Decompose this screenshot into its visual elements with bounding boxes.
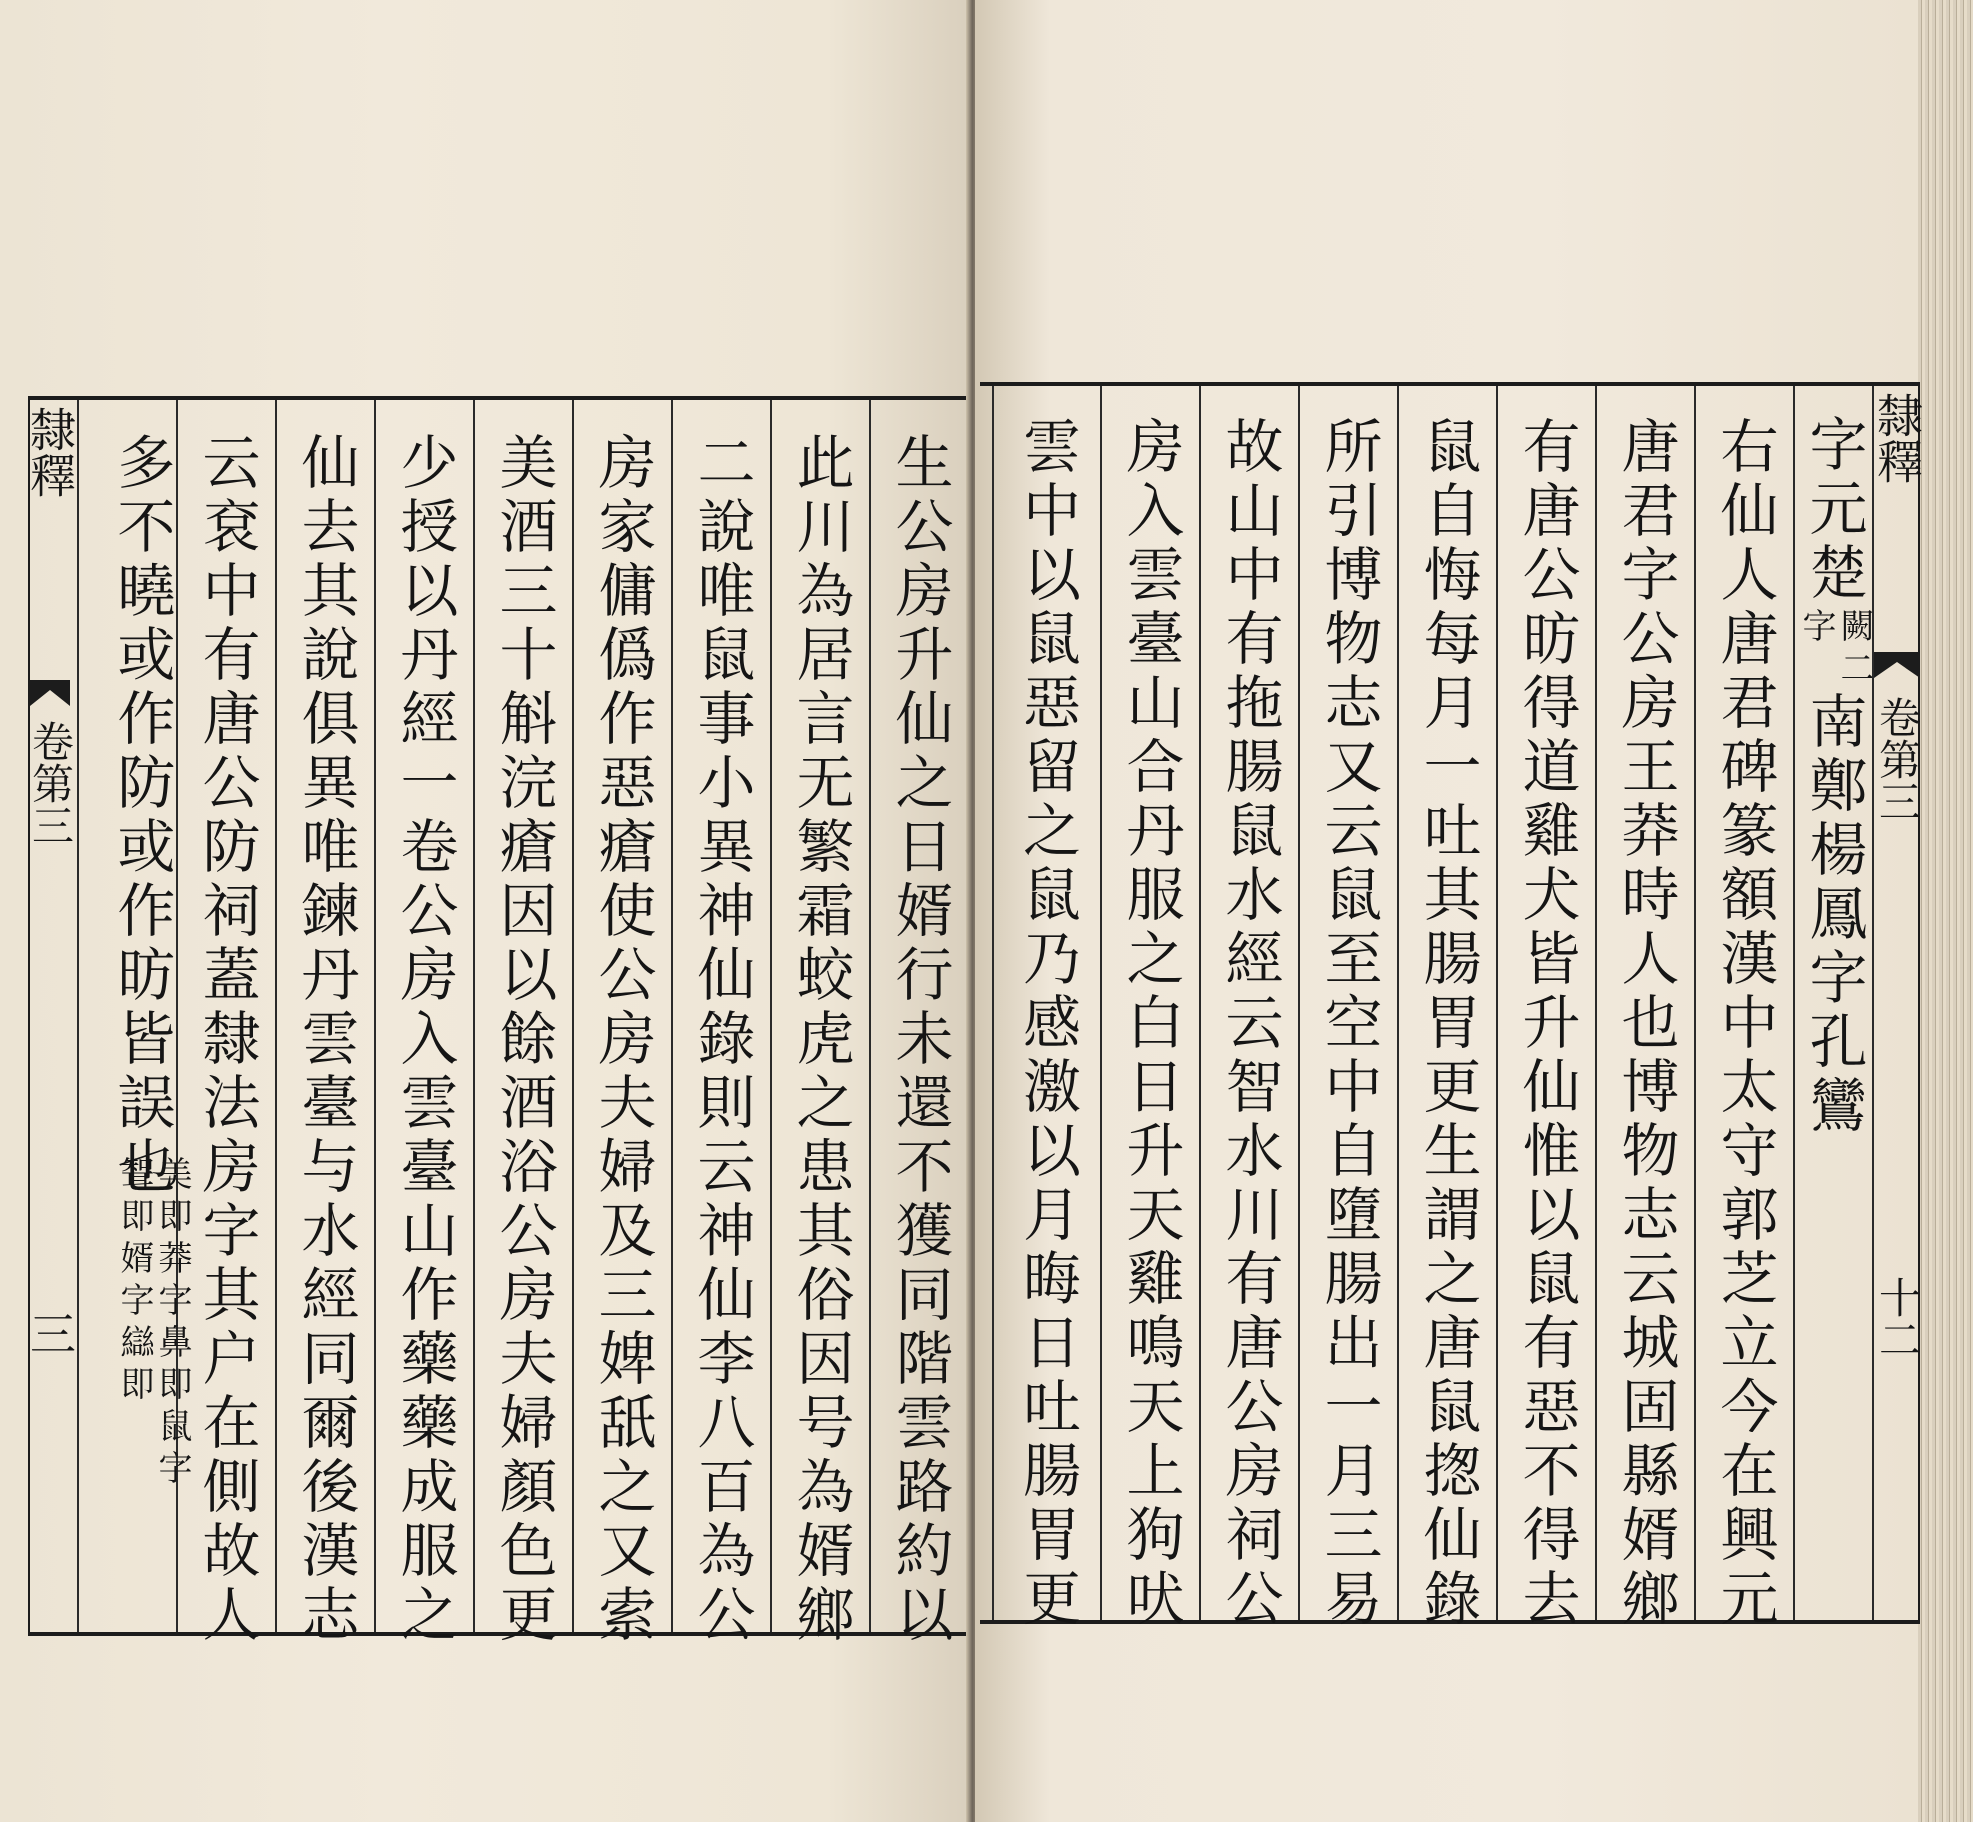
heading-after: 南鄭楊鳳字孔鸞 xyxy=(1799,691,1868,1139)
text-column xyxy=(77,400,192,1632)
column-text: 多不曉或作防或作昉皆誤也 xyxy=(107,432,176,1200)
text-column xyxy=(1298,386,1397,1632)
column-text: 房家傭僞作惡瘡使公房夫婦及三婢舐之又索 xyxy=(588,432,657,1648)
column-text: 唐君字公房王莽時人也博物志云城固縣婿鄉 xyxy=(1611,416,1680,1632)
text-column xyxy=(1694,386,1793,1632)
text-column xyxy=(992,386,1100,1632)
column-text: 所引博物志又云鼠至空中自墮腸出一月三易 xyxy=(1314,416,1383,1632)
note-line: 聟即婿字䜌即 xyxy=(114,1156,154,1408)
text-column xyxy=(869,400,968,1648)
text-column xyxy=(1199,386,1298,1632)
fishtail-mark xyxy=(30,680,70,706)
column-text: 此川為居言无繁霜蛟虎之患其俗因号為婿鄉 xyxy=(786,432,855,1648)
column-text: 仙去其說俱異唯鍊丹雲臺与水經同爾後漢志 xyxy=(291,432,360,1648)
column-text: 二說唯鼠事小異神仙錄則云神仙李八百為公 xyxy=(687,432,756,1648)
heading-note-right: 闕二 xyxy=(1834,608,1874,692)
left-banxin xyxy=(23,400,77,1632)
heading-note-left: 字 xyxy=(1796,608,1836,650)
text-column xyxy=(1397,386,1496,1632)
note-line: 美即莽字鼻即鼠字 xyxy=(152,1156,192,1492)
right-banxin xyxy=(1870,386,1924,1620)
interlinear-note xyxy=(114,1156,192,1492)
banxin-volume: 卷第三 xyxy=(1873,696,1922,822)
column-text: 鼠自悔每月一吐其腸胃更生謂之唐鼠揔仙錄 xyxy=(1413,416,1482,1632)
text-column xyxy=(1595,386,1694,1632)
banxin-title: 隸釋 xyxy=(1870,392,1924,484)
text-column xyxy=(374,400,473,1648)
column-text: 故山中有拖腸鼠水經云智水川有唐公房祠公 xyxy=(1215,416,1284,1632)
banxin-page-number: 三 xyxy=(23,1310,77,1356)
right-page-frame xyxy=(980,382,1924,1632)
column-text: 雲中以鼠惡留之鼠乃感激以月晦日吐腸胃更 xyxy=(1013,416,1081,1632)
text-column xyxy=(275,400,374,1648)
fishtail-mark xyxy=(1874,652,1920,678)
heading-note xyxy=(1796,608,1874,692)
banxin-volume: 卷第三 xyxy=(26,720,75,846)
heading-column xyxy=(1793,386,1872,1620)
banxin-page-number: 十二 xyxy=(1873,1276,1922,1360)
column-text: 房入雲臺山合丹服之白日升天雞鳴天上狗吠 xyxy=(1116,416,1185,1632)
banxin-title: 隸釋 xyxy=(23,406,77,498)
column-text: 少授以丹經一卷公房入雲臺山作藥藥成服之 xyxy=(390,432,459,1648)
left-page-frame xyxy=(23,396,968,1648)
text-column xyxy=(671,400,770,1648)
column-text: 生公房升仙之日婿行未還不獲同階雲路約以 xyxy=(885,432,954,1648)
column-text: 云袞中有唐公防祠蓋隸法房字其户在側故人 xyxy=(192,432,261,1648)
column-text: 美酒三十斛浣瘡因以餘酒浴公房夫婦顏色更 xyxy=(489,432,558,1648)
page-edges xyxy=(1918,0,1973,1822)
heading-before: 字元楚 xyxy=(1799,414,1868,606)
text-column xyxy=(473,400,572,1648)
text-column xyxy=(770,400,869,1648)
text-column xyxy=(572,400,671,1648)
column-text: 有唐公昉得道雞犬皆升仙惟以鼠有惡不得去 xyxy=(1512,416,1581,1632)
column-text: 右仙人唐君碑篆額漢中太守郭芝立今在興元 xyxy=(1710,416,1779,1632)
text-column xyxy=(1496,386,1595,1632)
text-column xyxy=(1100,386,1199,1632)
